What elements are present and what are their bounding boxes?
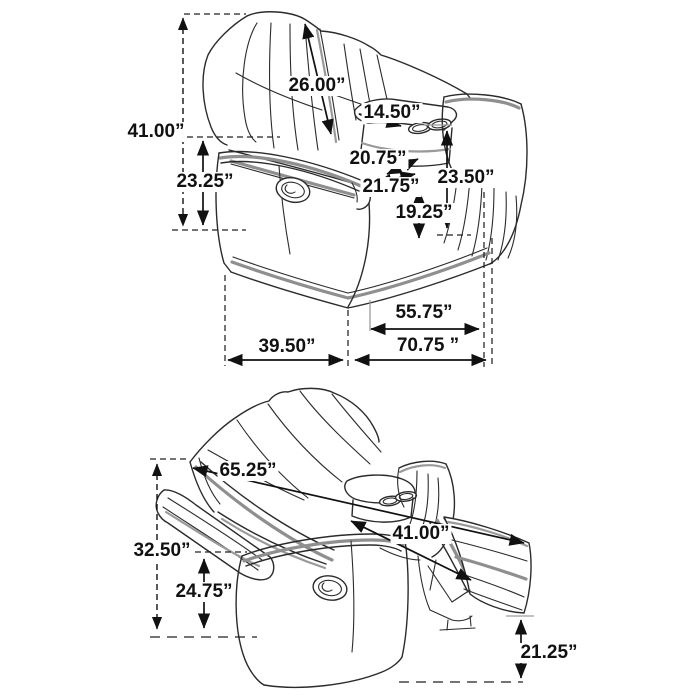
reclined-recliner-handle [311,573,349,603]
upright-recliner-handle [274,174,313,206]
dim-upright-side-depth: 39.50” [258,336,316,358]
dim-upright-overall-width: 70.75 ” [396,335,460,357]
dim-reclined-overall-length: 65.25” [219,460,277,482]
dim-reclined-seat-to-footrest: 41.00” [392,523,450,545]
dim-upright-seat-height: 19.25” [395,202,453,224]
dim-reclined-arm-height: 24.75” [175,581,233,603]
dim-upright-floor-to-arm-top: 23.25” [176,171,234,193]
dim-upright-inner-width: 55.75” [395,302,453,324]
dim-upright-seat-depth: 20.75” [349,148,407,170]
dim-upright-overall-height: 41.00” [127,121,185,143]
dim-upright-back-cushion-length: 26.00” [288,75,346,97]
dim-upright-console-top-width: 14.50” [363,102,421,124]
reclined-sofa-drawing [156,388,531,687]
dim-reclined-back-height: 32.50” [133,540,191,562]
dim-upright-floor-to-console-top: 23.50” [437,167,495,189]
dim-upright-seat-width: 21.75” [362,176,420,198]
dim-reclined-footrest-to-floor: 21.25” [520,642,578,664]
